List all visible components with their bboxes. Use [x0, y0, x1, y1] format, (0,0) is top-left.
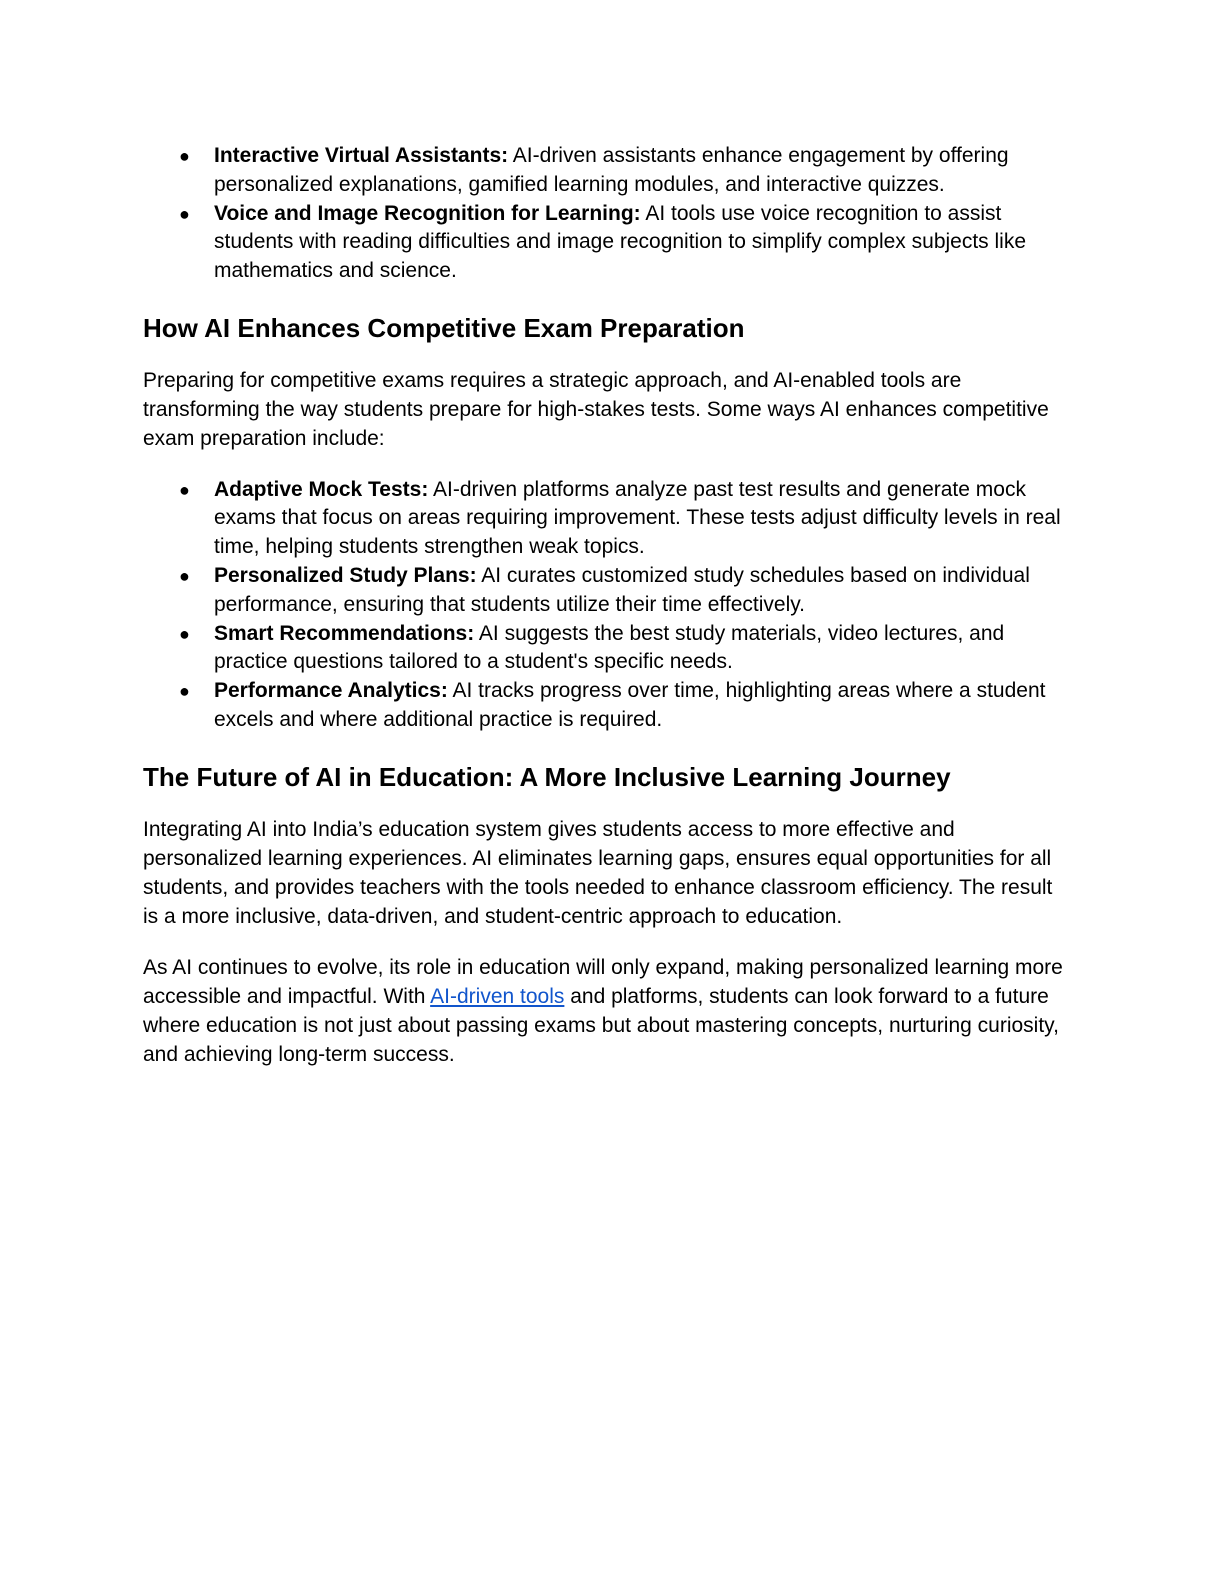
- list-item-term: Voice and Image Recognition for Learning:: [214, 201, 641, 225]
- bullet-icon: ●: [179, 681, 190, 702]
- list-item-term: Performance Analytics:: [214, 679, 448, 703]
- paragraph-text-before-link: As AI continues to evolve, its role in education will only expand, making personalized learning more accessible and impactful. With: [143, 955, 1063, 1008]
- section-heading-future: The Future of AI in Education: A More Inclusive Learning Journey: [143, 761, 951, 792]
- list-item-text: AI tracks progress over time, highlighting areas where a student excels and where additional practice is required.: [214, 679, 1046, 731]
- document-page: [143, 142, 1073, 1069]
- list-item: [143, 562, 1073, 620]
- paragraph-integration: Integrating AI into India’s education system gives students access to more effective and personalized learning experiences. AI eliminates learning gaps, ensures equal opportunities for all students, and provides teachers with the tools needed to enhance classroom efficiency. The result is a more inclusive, data-driven, and student-centric approach to education.: [143, 817, 1053, 929]
- bullet-icon: ●: [179, 203, 190, 224]
- paragraph-conclusion: [143, 953, 1073, 1070]
- section-heading-exam-prep: How AI Enhances Competitive Exam Preparation: [143, 312, 745, 343]
- list-item-text: AI suggests the best study materials, video lectures, and practice questions tailored to a student's specific needs.: [214, 621, 1005, 674]
- bullet-list-exam-prep: [143, 476, 1073, 735]
- list-item: [143, 620, 1073, 678]
- bullet-icon: ●: [179, 146, 190, 166]
- list-item-text: AI-driven platforms analyze past test results and generate mock exams that focus on areas requiring improvement. These tests adjust difficulty levels in real time, helping students strengthen weak topics.: [214, 477, 1061, 559]
- bullet-icon: ●: [179, 479, 190, 500]
- list-item: [143, 476, 1073, 562]
- bullet-icon: ●: [179, 623, 190, 644]
- list-item-text: AI curates customized study schedules based on individual performance, ensuring that students utilize their time effectively.: [214, 563, 1030, 616]
- ai-driven-tools-link[interactable]: AI-driven tools: [430, 984, 565, 1008]
- list-item: [143, 200, 1073, 286]
- list-item-term: Smart Recommendations:: [214, 621, 475, 645]
- list-item: [143, 142, 1073, 200]
- bullet-icon: ●: [179, 565, 190, 586]
- paragraph-text-after-link: and platforms, students can look forward to a future where education is not just about passing exams but about mastering concepts, nurturing curiosity, and achieving long-term success.: [143, 984, 1059, 1067]
- bullet-list-tools: [143, 142, 1073, 286]
- list-item: [143, 677, 1073, 735]
- list-item-term: Adaptive Mock Tests:: [214, 477, 429, 501]
- list-item-text: AI-driven assistants enhance engagement by offering personalized explanations, gamified learning modules, and interactive quizzes.: [214, 144, 1009, 196]
- section-intro-paragraph: Preparing for competitive exams requires a strategic approach, and AI-enabled tools are transforming the way students prepare for high-stakes tests. Some ways AI enhances competitive exam preparation include:: [143, 368, 1049, 451]
- list-item-term: Personalized Study Plans:: [214, 563, 477, 587]
- list-item-text: AI tools use voice recognition to assist students with reading difficulties and image recognition to simplify complex subjects like mathematics and science.: [214, 201, 1027, 283]
- list-item-term: Interactive Virtual Assistants:: [214, 144, 509, 167]
